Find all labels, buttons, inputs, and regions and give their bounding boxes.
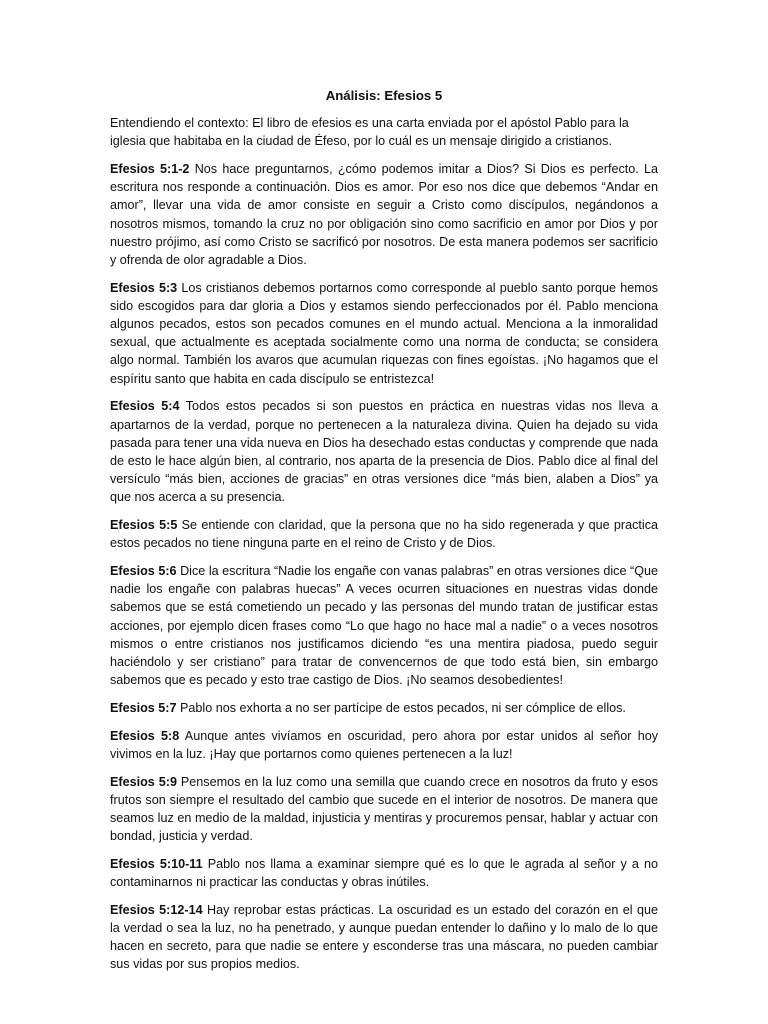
- verse-reference: Efesios 5:12-14: [110, 902, 203, 917]
- section-paragraph: [110, 699, 658, 717]
- document-body: [110, 86, 658, 983]
- verse-reference: Efesios 5:7: [110, 700, 177, 715]
- verse-reference: Efesios 5:9: [110, 774, 177, 789]
- verse-reference: Efesios 5:4: [110, 399, 180, 414]
- verse-reference: Efesios 5:8: [110, 728, 180, 743]
- section-text: Pablo nos exhorta a no ser partícipe de estos pecados, ni ser cómplice de ellos.: [176, 700, 626, 715]
- document-title: Análisis: Efesios 5: [325, 88, 443, 103]
- section-paragraph: [110, 901, 658, 974]
- section-paragraph: [110, 160, 658, 269]
- verse-reference: Efesios 5:5: [110, 518, 178, 533]
- section-paragraph: [110, 397, 658, 506]
- section-text: Nos hace preguntarnos, ¿cómo podemos imitar a Dios? Si Dios es perfecto. La escritura nos responde a continuación. Dios es amor. Por eso nos dice que debemos “Andar en amor”, llevar una vida de amor consiste en seguir a Cristo como discípulos, negándonos a nosotros mismos, tomando la cruz no por obligación sino como sacrificio en amor por Dios y por nuestro prójimo, así como Cristo se sacrificó por nosotros. De esta manera podemos ser sacrificio y ofrenda de olor agradable a Dios.: [110, 161, 658, 267]
- section-text: Los cristianos debemos portarnos como corresponde al pueblo santo porque hemos sido escogidos para dar gloria a Dios y estamos siendo perfeccionados por él. Pablo menciona algunos pecados, estos son pecados comunes en el mundo actual. Menciona a la inmoralidad sexual, que actualmente es aceptada socialmente como una norma de conducta; se considera algo normal. También los avaros que acumulan riquezas con fines egoístas. ¡No hagamos que el espíritu santo que habita en cada discípulo se entristezca!: [110, 280, 658, 386]
- section-paragraph: [110, 562, 658, 689]
- section-paragraph: [110, 516, 658, 552]
- section-paragraph: [110, 855, 658, 891]
- section-text: Todos estos pecados si son puestos en práctica en nuestras vidas nos lleva a apartarnos de la verdad, porque no pertenecen a la naturaleza divina. Quien ha dejado su vida pasada para tener una vida nueva en Dios ha desechado estas conductas y comprende que nada de esto le hace algún bien, al contrario, nos aparta de la presencia de Dios. Pablo dice al final del versículo “más bien, acciones de gracias” en otras versiones dice “más bien, alaben a Dios” ya que nos acerca a su presencia.: [110, 399, 658, 505]
- section-paragraph: [110, 773, 658, 846]
- section-text: Dice la escritura “Nadie los engañe con vanas palabras” en otras versiones dice “Que nadie los engañe con palabras huecas” A veces ocurren situaciones en nuestras vidas donde sabemos que se está cometiendo un pecado y las personas del mundo tratan de justificar estas acciones, por ejemplo dicen frases como “Lo que hago no hace mal a nadie” o a veces nosotros mismos o entre cristianos nos justificamos diciendo “es una mentira piadosa, puedo seguir haciéndolo y ser cristiano” para tratar de convencernos de que todo está bien, sin embargo sabemos que es pecado y esto trae castigo de Dios. ¡No seamos desobedientes!: [110, 563, 658, 688]
- verse-reference: Efesios 5:1-2: [110, 161, 190, 176]
- verse-reference: Efesios 5:10-11: [110, 856, 203, 871]
- section-paragraph: [110, 279, 658, 388]
- section-text: Pensemos en la luz como una semilla que cuando crece en nosotros da fruto y esos frutos son siempre el resultado del cambio que sucede en el interior de nosotros. De manera que seamos luz en medio de la maldad, injusticia y mentiras y procuremos pensar, hablar y actuar con bondad, justicia y verdad.: [110, 774, 659, 844]
- section-text: Aunque antes vivíamos en oscuridad, pero ahora por estar unidos al señor hoy vivimos en la luz. ¡Hay que portarnos como quienes pertenecen a la luz!: [110, 728, 659, 761]
- section-text: Se entiende con claridad, que la persona que no ha sido regenerada y que practica estos pecados no tiene ninguna parte en el reino de Cristo y de Dios.: [110, 518, 659, 551]
- verse-reference: Efesios 5:6: [110, 563, 177, 578]
- intro-paragraph: Entendiendo el contexto: El libro de efesios es una carta enviada por el apóstol Pablo para la iglesia que habitaba en la ciudad de Éfeso, por lo cuál es un mensaje dirigido a cristianos.: [110, 116, 629, 149]
- verse-reference: Efesios 5:3: [110, 280, 178, 295]
- section-text: Hay reprobar estas prácticas. La oscuridad es un estado del corazón en el que la verdad o sea la luz, no ha penetrado, y aunque puedan entender lo dañino y lo malo de lo que hacen en secreto, para que nadie se entere y esconderse tras una máscara, no pueden cambiar sus vidas por sus propios medios.: [110, 902, 658, 972]
- section-text: Pablo nos llama a examinar siempre qué es lo que le agrada al señor y a no contaminarnos ni practicar las conductas y obras inútiles.: [110, 856, 658, 890]
- section-paragraph: [110, 727, 658, 763]
